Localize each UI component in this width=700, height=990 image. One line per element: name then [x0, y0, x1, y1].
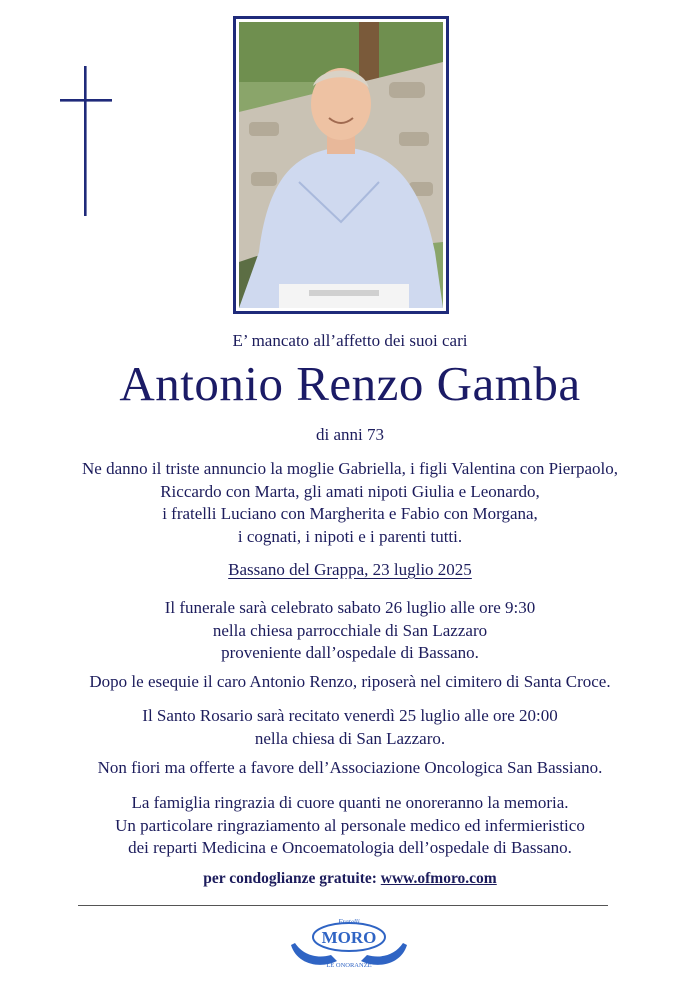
portrait-image: [239, 22, 443, 308]
thanks-line: Un particolare ringraziamento al personale medico ed infermieristico: [115, 815, 585, 835]
condolences-label: per condoglianze gratuite:: [203, 870, 377, 887]
announcement-line: Riccardo con Marta, gli amati nipoti Giulia e Leonardo,: [160, 481, 540, 501]
age-text: di anni 73: [316, 425, 384, 444]
announcement-paragraph: [0, 458, 700, 548]
rosary-line: Il Santo Rosario sarà recitato venerdì 25 luglio alle ore 20:00: [142, 706, 558, 725]
funeral-line: proveniente dall’ospedale di Bassano.: [221, 643, 479, 662]
moro-logo: [287, 915, 411, 973]
portrait-photo: [233, 16, 449, 314]
donations-paragraph: Non fiori ma offerte a favore dell’Associazione Oncologica San Bassiano.: [97, 758, 603, 777]
burial-paragraph: Dopo le esequie il caro Antonio Renzo, riposerà nel cimitero di Santa Croce.: [89, 672, 611, 691]
announcement-line: i fratelli Luciano con Margherita e Fabio con Morgana,: [162, 504, 538, 523]
intro-text: E’ mancato all’affetto dei suoi cari: [232, 331, 468, 350]
logo-main-text: MORO: [321, 928, 377, 947]
announcement-line: i cognati, i nipoti e i parenti tutti.: [237, 526, 463, 546]
place-date: [0, 559, 700, 581]
condolences-line: [0, 869, 700, 889]
funeral-line: nella chiesa parrocchiale di San Lazzaro: [212, 620, 488, 640]
announcement-line: Ne danno il triste annuncio la moglie Gabriella, i figli Valentina con Pierpaolo,: [82, 459, 618, 478]
rosary-line: nella chiesa di San Lazzaro.: [254, 728, 446, 748]
logo-bottom-text: LE ONORANZE: [326, 962, 372, 969]
thanks-paragraph: [0, 792, 700, 860]
thanks-line: dei reparti Medicina e Oncoematologia dell’ospedale di Bassano.: [128, 838, 572, 857]
funeral-line: Il funerale sarà celebrato sabato 26 luglio alle ore 9:30: [164, 598, 536, 617]
place-date-text: Bassano del Grappa, 23 luglio 2025: [228, 560, 472, 579]
condolences-link[interactable]: www.ofmoro.com: [380, 870, 497, 887]
logo-top-text: Fratelli: [338, 918, 360, 926]
rosary-paragraph: [0, 705, 700, 750]
thanks-line: La famiglia ringrazia di cuore quanti ne onoreranno la memoria.: [131, 793, 569, 812]
deceased-name: Antonio Renzo Gamba: [119, 356, 581, 411]
cross-icon: [60, 66, 112, 216]
divider: [78, 905, 608, 906]
funeral-paragraph: [0, 597, 700, 665]
